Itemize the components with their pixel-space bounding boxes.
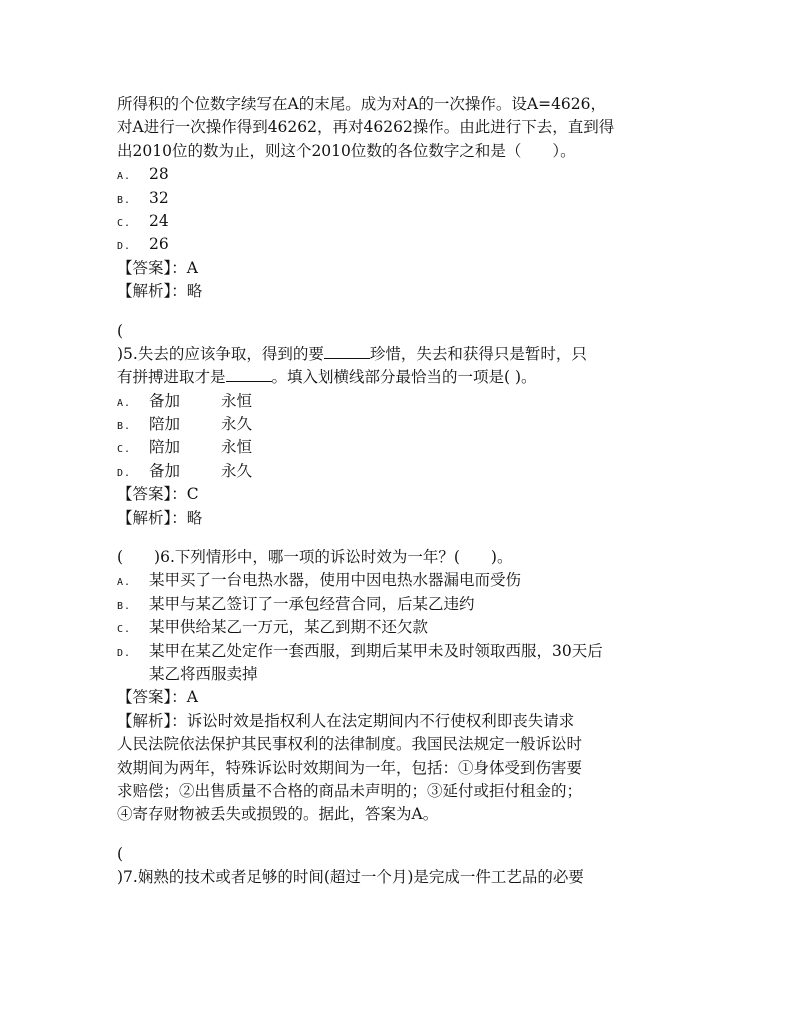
spacer: [117, 530, 677, 546]
stem-text: )5.失去的应该争取，得到的要: [117, 344, 324, 363]
question-7: [117, 843, 677, 890]
option-word-1: 备加: [149, 391, 181, 410]
option-letter: B.: [117, 600, 132, 612]
analysis-line: 求赔偿；②出售质量不合格的商品未声明的；③延付或拒付租金的；: [117, 781, 583, 800]
stem-text: 。填入划横线部分最恰当的一项是( )。: [271, 368, 537, 387]
option-word-1: 备加: [149, 461, 181, 480]
option-d: [117, 460, 677, 483]
spacer: [117, 827, 677, 843]
answer: 【答案】：C: [117, 485, 199, 504]
option-text: 某甲在某乙处定作一套西服，到期后某甲未及时领取西服，30天后: [149, 641, 603, 660]
option-text: 某甲与某乙签订了一承包经营合同，后某乙违约: [149, 594, 475, 613]
option-word-2: 永恒: [221, 438, 253, 457]
question-stem-line: 所得积的个位数字续写在A的末尾。成为对A的一次操作。设A=4626，: [117, 95, 607, 113]
question-stem-line: ( )6.下列情形中，哪一项的诉讼时效为一年？( )。: [117, 548, 513, 567]
option-letter: C.: [117, 624, 132, 636]
option-c: [117, 436, 677, 459]
option-letter: A.: [117, 171, 132, 183]
option-b: [117, 187, 677, 210]
answer: 【答案】：A: [117, 258, 198, 277]
option-a: [117, 569, 677, 592]
question-4: [117, 93, 677, 304]
option-d: [117, 233, 677, 256]
option-letter: A.: [117, 577, 132, 589]
option-b: [117, 593, 677, 616]
fill-blank: [226, 366, 272, 382]
question-stem-line: 出2010位的数为止，则这个2010位数的各位数字之和是（ ）。: [117, 141, 576, 160]
option-c: [117, 210, 677, 233]
question-stem-line: [117, 366, 677, 389]
option-text: 32: [149, 188, 169, 207]
option-text: 某甲供给某乙一万元，某乙到期不还欠款: [149, 618, 429, 637]
option-b: [117, 413, 677, 436]
question-5: [117, 320, 677, 531]
question-open-paren: (: [117, 844, 124, 863]
option-text: 26: [149, 235, 169, 254]
stem-text: 珍惜，失去和获得只是暂时，只: [369, 344, 587, 363]
analysis-line: 效期间为两年，特殊诉讼时效期间为一年，包括：①身体受到伤害要: [117, 758, 583, 777]
option-a: [117, 390, 677, 413]
option-letter: D.: [117, 467, 132, 479]
option-letter: A.: [117, 397, 132, 409]
spacer: [117, 304, 677, 320]
analysis: 【解析】：略: [117, 282, 203, 301]
option-word-1: 陪加: [149, 415, 181, 434]
stem-text: 有拼搏进取才是: [117, 368, 226, 387]
option-d: [117, 640, 677, 663]
analysis-line: 人民法院依法保护其民事权利的法律制度。我国民法规定一般诉讼时: [117, 735, 583, 754]
question-stem-line: 对A进行一次操作得到46262，再对46262操作。由此进行下去，直到得: [117, 118, 615, 137]
option-letter: D.: [117, 241, 132, 253]
option-text: 某甲买了一台电热水器，使用中因电热水器漏电而受伤: [149, 571, 522, 590]
question-stem-line: [117, 343, 677, 366]
option-letter: B.: [117, 194, 132, 206]
option-text: 24: [149, 211, 169, 230]
option-letter: C.: [117, 444, 132, 456]
option-word-2: 永久: [221, 461, 253, 480]
question-stem-line: )7.娴熟的技术或者足够的时间(超过一个月)是完成一件工艺品的必要: [117, 868, 584, 887]
question-6: [117, 546, 677, 827]
answer: 【答案】：A: [117, 688, 198, 707]
option-word-2: 永久: [221, 415, 253, 434]
analysis-line: ④寄存财物被丢失或损毁的。据此，答案为A。: [117, 805, 439, 824]
option-letter: B.: [117, 421, 132, 433]
analysis-line: 【解析】：诉讼时效是指权利人在法定期间内不行使权利即丧失请求: [117, 711, 575, 730]
option-word-2: 永恒: [221, 391, 253, 410]
option-a: [117, 163, 677, 186]
option-d-continuation: 某乙将西服卖掉: [149, 664, 258, 683]
analysis: 【解析】：略: [117, 508, 203, 527]
question-open-paren: (: [117, 321, 124, 340]
fill-blank: [324, 343, 370, 359]
option-letter: D.: [117, 647, 132, 659]
option-c: [117, 616, 677, 639]
option-letter: C.: [117, 217, 132, 229]
document-content: [117, 93, 677, 890]
option-text: 28: [149, 165, 169, 184]
option-word-1: 陪加: [149, 438, 181, 457]
